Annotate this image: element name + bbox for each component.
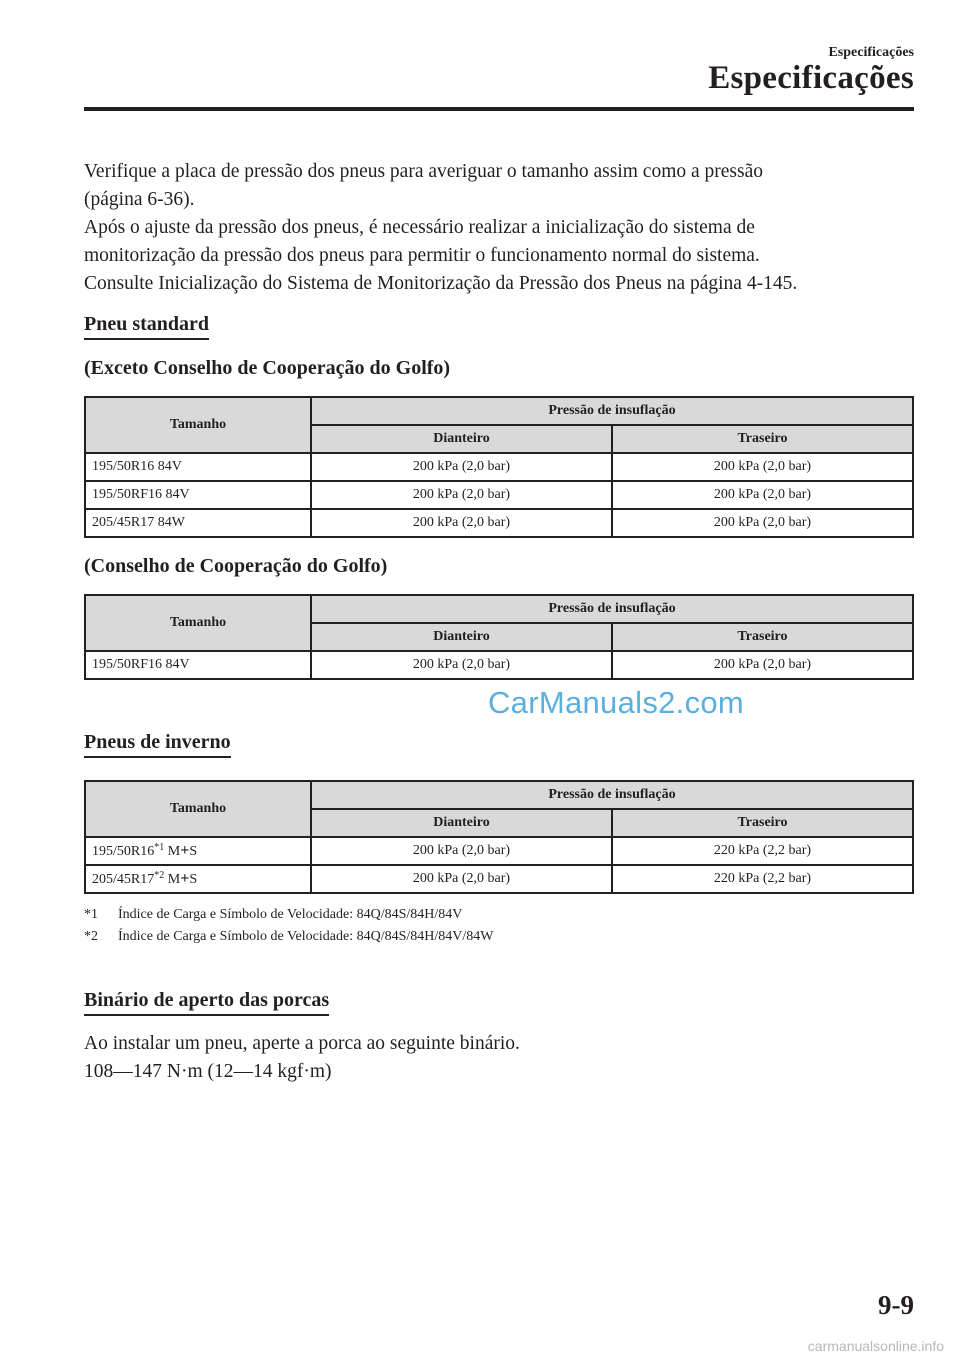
- torque-paragraph: [84, 1030, 914, 1086]
- table-row: [85, 453, 913, 481]
- torque-value: 108―147 N·m (12―14 kgf·m): [84, 1061, 332, 1082]
- intro-line: Após o ajuste da pressão dos pneus, é necessário realizar a inicialização do sistema de: [84, 217, 755, 238]
- table-row: [85, 651, 913, 679]
- header-size: Tamanho: [85, 781, 311, 837]
- cell-size: [85, 865, 311, 893]
- pressure-table-non-gcc: [84, 396, 914, 538]
- section-title-winter-tires: Pneus de inverno: [84, 730, 231, 758]
- cell-front: 200 kPa (2,0 bar): [311, 481, 612, 509]
- header-divider: [84, 107, 914, 111]
- intro-line: Consulte Inicialização do Sistema de Monitorização da Pressão dos Pneus na página 4-145.: [84, 273, 798, 294]
- cell-rear: 200 kPa (2,0 bar): [612, 481, 913, 509]
- site-url-watermark: carmanualsonline.info: [807, 1338, 944, 1354]
- ms-mark-m: M: [167, 844, 181, 859]
- ms-mark-s: S: [189, 844, 198, 859]
- cell-front: 200 kPa (2,0 bar): [311, 651, 612, 679]
- subtitle-non-gcc: (Exceto Conselho de Cooperação do Golfo): [84, 357, 451, 379]
- torque-line: Ao instalar um pneu, aperte a porca ao seguinte binário.: [84, 1033, 520, 1054]
- table-row: [85, 481, 913, 509]
- footnote-text: Índice de Carga e Símbolo de Velocidade: 84Q/84S/84H/84V/84W: [118, 929, 494, 944]
- subtitle-gcc: (Conselho de Cooperação do Golfo): [84, 555, 388, 577]
- mud-snow-plus-icon: +: [180, 870, 190, 887]
- watermark-logo: CarManuals2.com: [488, 685, 745, 720]
- header-inflation-pressure: Pressão de insuflação: [311, 781, 913, 809]
- footnote-ref: *1: [154, 842, 165, 853]
- table-row: [85, 865, 913, 893]
- ms-mark-s: S: [189, 872, 198, 887]
- header-front: Dianteiro: [311, 809, 612, 837]
- footnote-text: Índice de Carga e Símbolo de Velocidade: 84Q/84S/84H/84V: [118, 907, 463, 922]
- table-row: [85, 837, 913, 865]
- section-title-nut-torque: Binário de aperto das porcas: [84, 988, 329, 1016]
- header-rear: Traseiro: [612, 623, 913, 651]
- header-front: Dianteiro: [311, 425, 612, 453]
- table-row: [85, 509, 913, 537]
- header-inflation-pressure: Pressão de insuflação: [311, 397, 913, 425]
- running-header-small: Especificações: [828, 45, 914, 60]
- cell-rear: 220 kPa (2,2 bar): [612, 837, 913, 865]
- intro-line: monitorização da pressão dos pneus para permitir o funcionamento normal do sistema.: [84, 245, 760, 266]
- footnote-ref: *2: [154, 870, 165, 881]
- footnote: [84, 926, 914, 948]
- cell-size: 205/45R17 84W: [85, 509, 311, 537]
- intro-paragraph: [84, 158, 914, 298]
- intro-line: Verifique a placa de pressão dos pneus para averiguar o tamanho assim como a pressão: [84, 161, 764, 182]
- page-content: [84, 158, 914, 1086]
- cell-rear: 220 kPa (2,2 bar): [612, 865, 913, 893]
- footnote-mark: *1: [84, 907, 98, 922]
- tire-size: 195/50R16: [92, 844, 155, 859]
- page-title: Especificações: [708, 60, 914, 96]
- cell-size: [85, 837, 311, 865]
- cell-rear: 200 kPa (2,0 bar): [612, 651, 913, 679]
- header-front: Dianteiro: [311, 623, 612, 651]
- cell-front: 200 kPa (2,0 bar): [311, 837, 612, 865]
- cell-rear: 200 kPa (2,0 bar): [612, 453, 913, 481]
- page-number: 9-9: [878, 1290, 914, 1320]
- cell-front: 200 kPa (2,0 bar): [311, 453, 612, 481]
- header-size: Tamanho: [85, 595, 311, 651]
- cell-size: 195/50RF16 84V: [85, 651, 311, 679]
- ms-mark-m: M: [167, 872, 181, 887]
- footnote: [84, 904, 914, 926]
- header-rear: Traseiro: [612, 809, 913, 837]
- mud-snow-plus-icon: +: [180, 842, 190, 859]
- tire-size: 205/45R17: [92, 872, 155, 887]
- cell-front: 200 kPa (2,0 bar): [311, 865, 612, 893]
- header-rear: Traseiro: [612, 425, 913, 453]
- footnotes: [84, 904, 914, 948]
- header-size: Tamanho: [85, 397, 311, 453]
- cell-size: 195/50R16 84V: [85, 453, 311, 481]
- pressure-table-winter: [84, 780, 914, 894]
- cell-front: 200 kPa (2,0 bar): [311, 509, 612, 537]
- cell-size: 195/50RF16 84V: [85, 481, 311, 509]
- footnote-mark: *2: [84, 929, 98, 944]
- intro-line: (página 6-36).: [84, 189, 195, 210]
- header-inflation-pressure: Pressão de insuflação: [311, 595, 913, 623]
- section-title-standard-tire: Pneu standard: [84, 312, 209, 340]
- cell-rear: 200 kPa (2,0 bar): [612, 509, 913, 537]
- pressure-table-gcc: [84, 594, 914, 680]
